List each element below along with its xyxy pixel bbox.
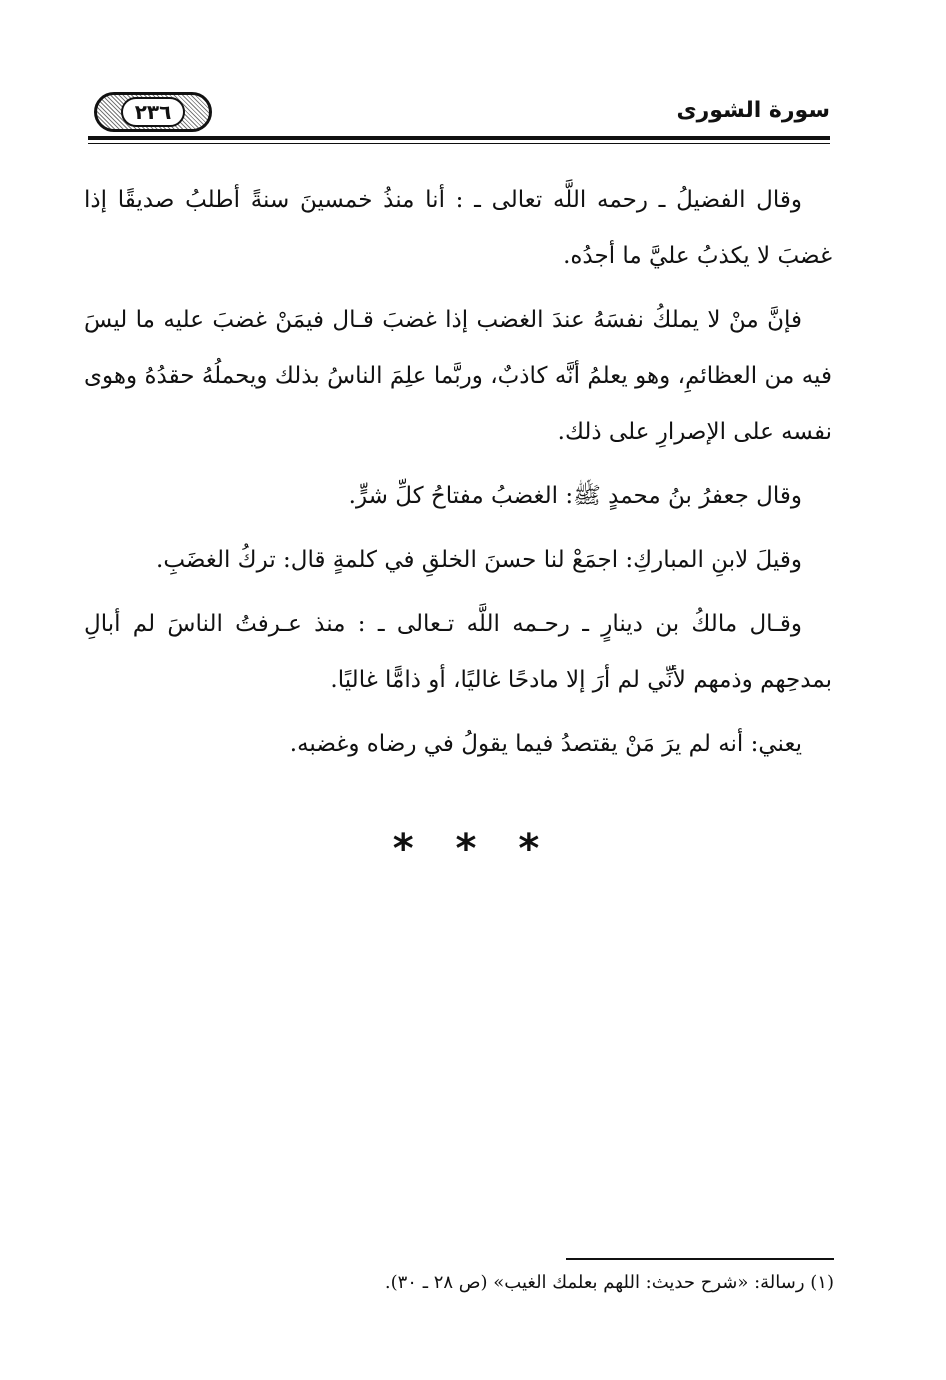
paragraph-fudayl: وقال الفضيلُ ـ رحمه اللَّه تعالى ـ : أنا منذُ خمسينَ سنةً أطلبُ صديقًا إذا غضبَ لا يكذبُ عليَّ ما أجدُه.: [84, 187, 832, 269]
page-number: ٢٣٦: [121, 97, 186, 127]
header-rule-thin: [88, 143, 830, 144]
section-separator: * * *: [392, 826, 554, 872]
paragraph-malik-ibn-dinar: وقـال مالكُ بن دينارٍ ـ رحـمه اللَّه تـعالى ـ : منذ عـرفتُ الناسَ لم أبالِ بمدحِهم وذمهم لأنِّي لم أرَ إلا مادحًا غاليًا، أو ذامًّا غاليًا.: [84, 611, 832, 693]
page-number-badge: [94, 92, 212, 132]
header-rule: [88, 136, 830, 140]
footnote-rule: [566, 1258, 834, 1260]
paragraph-jafar: وقال جعفرُ بنُ محمدٍ ﷺ: الغضبُ مفتاحُ كلِّ شرٍّ.: [348, 483, 802, 509]
surah-title: سورة الشورى: [676, 98, 830, 123]
paragraph-ibn-mubarak: وقيلَ لابنِ المباركِ: اجمَعْ لنا حسنَ الخلقِ في كلمةٍ قال: تركُ الغضَبِ.: [156, 547, 802, 573]
paragraph-meaning: يعني: أنه لم يرَ مَنْ يقتصدُ فيما يقولُ في رضاه وغضبه.: [289, 731, 802, 757]
footnote: (١) رسالة: «شرح حديث: اللهم بعلمك الغيب» (ص ٢٨ ـ ٣٠).: [384, 1272, 834, 1293]
main-text: [84, 172, 832, 780]
paragraph-anger-explanation: فإنَّ منْ لا يملكُ نفسَهُ عندَ الغضب إذا غضبَ قـال فيمَنْ غضبَ عليه ما ليسَ فيه من العظائمِ، وهو يعلمُ أنَّه كاذبٌ، وربَّما علِمَ الناسُ بذلك ويحملُهُ حقدُهُ وهوى نفسه على الإصرارِ على ذلك.: [84, 307, 832, 445]
page-header: [88, 88, 830, 148]
